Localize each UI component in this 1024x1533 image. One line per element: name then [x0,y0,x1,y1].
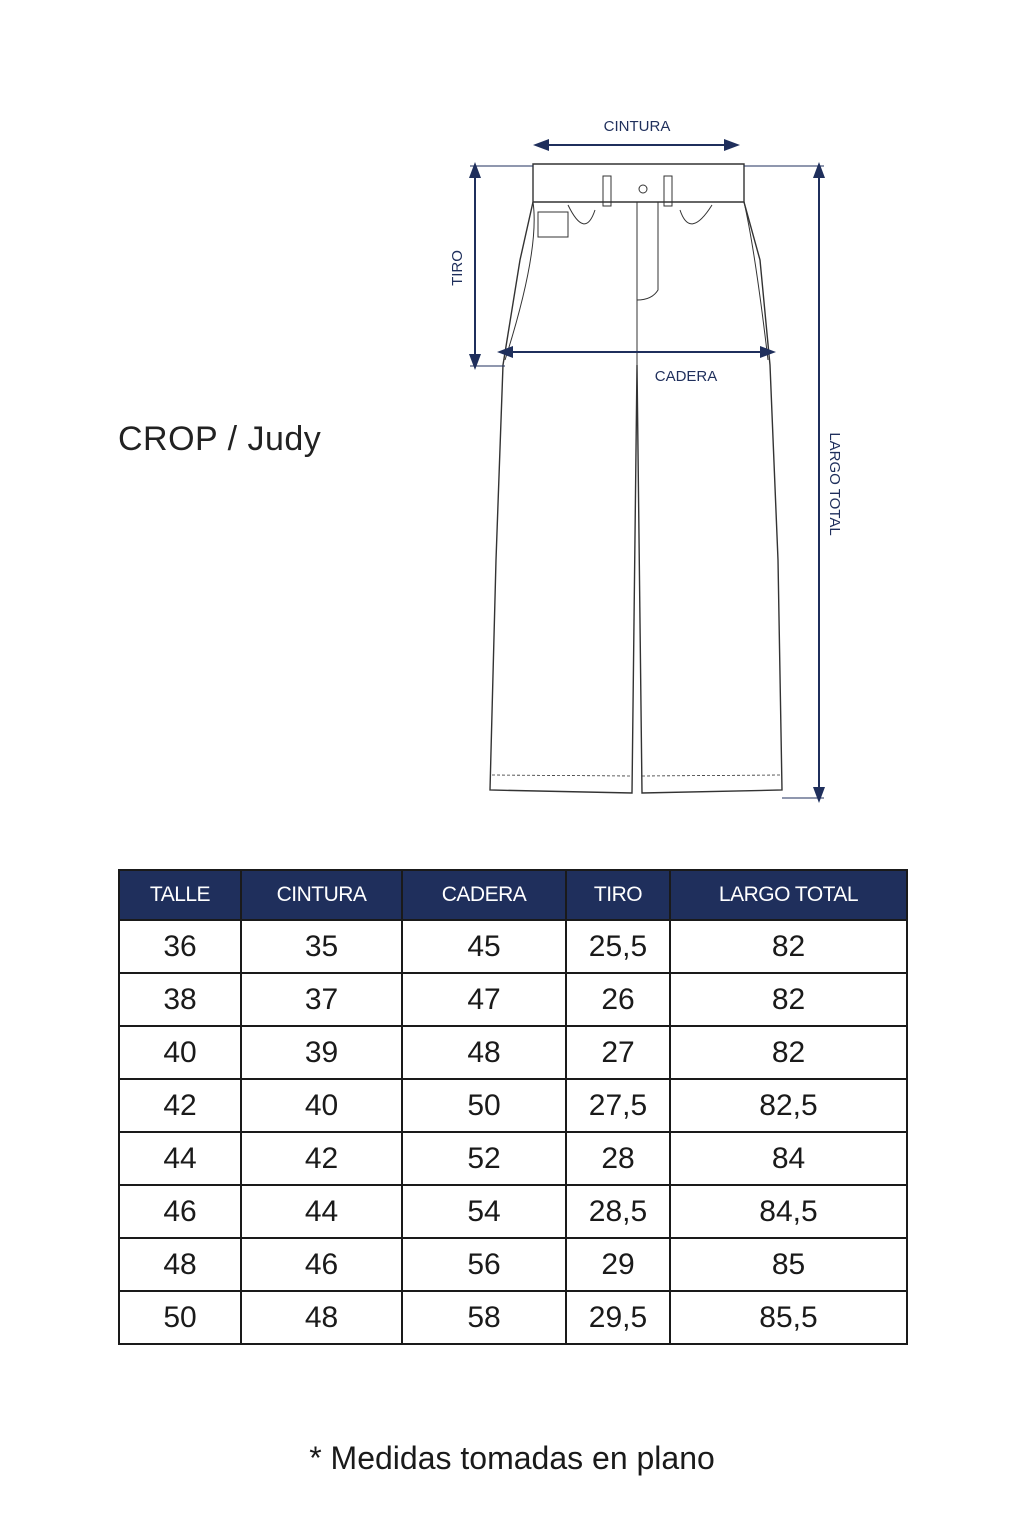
table-row [119,1238,907,1291]
cell-size: 46 [119,1185,241,1238]
footnote: * Medidas tomadas en plano [309,1440,715,1476]
waist-label: CINTURA [603,118,671,135]
table-row [119,1185,907,1238]
header-waist: CINTURA [241,870,402,920]
length-label: LARGO TOTAL [826,432,843,536]
cell-waist: 37 [241,973,402,1026]
table-row [119,920,907,973]
cell-size: 36 [119,920,241,973]
cell-length: 84,5 [670,1185,907,1238]
cell-hip: 45 [402,920,566,973]
cell-size: 42 [119,1079,241,1132]
cell-length: 85 [670,1238,907,1291]
cell-hip: 56 [402,1238,566,1291]
cell-hip: 58 [402,1291,566,1344]
table-row [119,1079,907,1132]
cell-rise: 28,5 [566,1185,670,1238]
header-size: TALLE [119,870,241,920]
pants-outline [490,164,782,793]
cell-size: 48 [119,1238,241,1291]
table-row [119,1132,907,1185]
cell-size: 44 [119,1132,241,1185]
cell-rise: 26 [566,973,670,1026]
size-table [118,869,908,1345]
cell-rise: 28 [566,1132,670,1185]
cell-length: 82 [670,1026,907,1079]
cell-length: 82,5 [670,1079,907,1132]
cell-hip: 52 [402,1132,566,1185]
cell-rise: 25,5 [566,920,670,973]
cell-waist: 48 [241,1291,402,1344]
rise-label: TIRO [449,250,466,286]
cell-hip: 48 [402,1026,566,1079]
cell-hip: 54 [402,1185,566,1238]
table-row [119,1026,907,1079]
cell-waist: 46 [241,1238,402,1291]
header-rise: TIRO [566,870,670,920]
cell-size: 40 [119,1026,241,1079]
cell-length: 82 [670,973,907,1026]
hip-label: CADERA [654,368,718,385]
cell-waist: 44 [241,1185,402,1238]
cell-waist: 39 [241,1026,402,1079]
rise-dimension [449,166,533,366]
header-length: LARGO TOTAL [670,870,907,920]
table-row [119,1291,907,1344]
cell-rise: 29,5 [566,1291,670,1344]
cell-hip: 50 [402,1079,566,1132]
length-dimension [744,166,843,798]
cell-waist: 40 [241,1079,402,1132]
waist-dimension [541,118,732,145]
cell-rise: 29 [566,1238,670,1291]
header-hip: CADERA [402,870,566,920]
cell-length: 82 [670,920,907,973]
cell-length: 84 [670,1132,907,1185]
cell-waist: 35 [241,920,402,973]
cell-size: 50 [119,1291,241,1344]
product-title: CROP / Judy [118,420,322,458]
table-header-row [119,870,907,920]
cell-hip: 47 [402,973,566,1026]
cell-size: 38 [119,973,241,1026]
table-row [119,973,907,1026]
cell-rise: 27 [566,1026,670,1079]
cell-waist: 42 [241,1132,402,1185]
cell-length: 85,5 [670,1291,907,1344]
cell-rise: 27,5 [566,1079,670,1132]
